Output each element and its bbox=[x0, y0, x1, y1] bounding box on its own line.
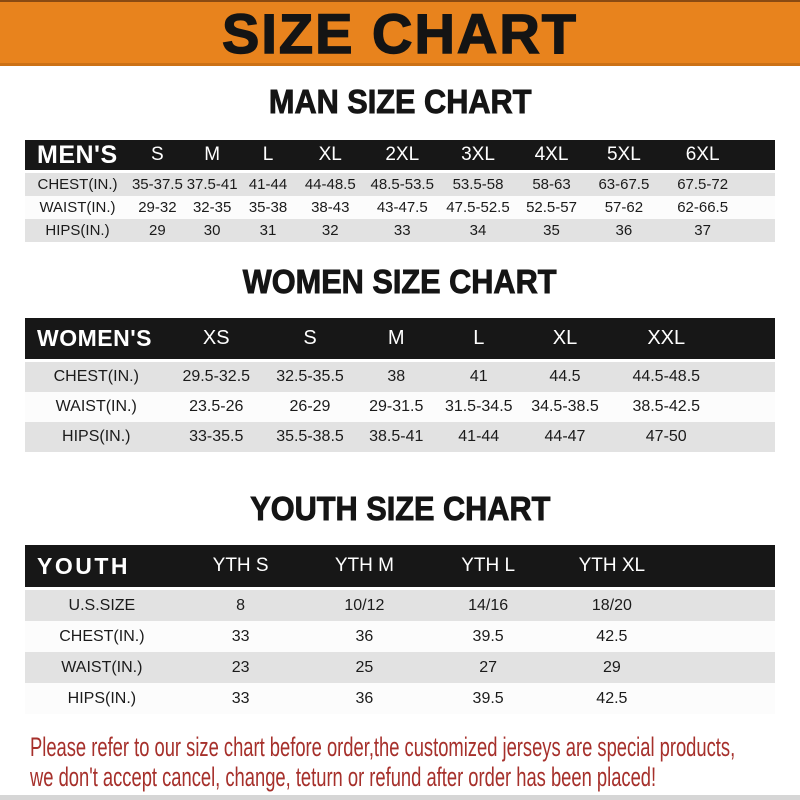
youth-size-table bbox=[25, 545, 775, 714]
size-value-cell: 31 bbox=[240, 219, 297, 242]
column-header: XS bbox=[168, 318, 266, 361]
row-label: CHEST(IN.) bbox=[25, 172, 130, 197]
column-header: 4XL bbox=[516, 140, 588, 172]
column-header: 6XL bbox=[660, 140, 745, 172]
column-header: 3XL bbox=[441, 140, 516, 172]
row-label: CHEST(IN.) bbox=[25, 621, 179, 652]
column-header: M bbox=[355, 318, 438, 361]
size-value-cell: 38 bbox=[355, 361, 438, 393]
size-value-cell: 67.5-72 bbox=[660, 172, 745, 197]
size-value-cell: 33 bbox=[364, 219, 441, 242]
table-corner-label: WOMEN'S bbox=[25, 318, 168, 361]
size-table-header-row bbox=[25, 140, 775, 172]
size-value-cell: 38.5-41 bbox=[355, 422, 438, 452]
column-header: S bbox=[130, 140, 185, 172]
size-value-cell: 23 bbox=[179, 652, 303, 683]
size-value-cell: 43-47.5 bbox=[364, 196, 441, 219]
size-table-header-row bbox=[25, 318, 775, 361]
size-value-cell: 34 bbox=[441, 219, 516, 242]
size-value-cell: 32 bbox=[297, 219, 365, 242]
size-value-cell: 37.5-41 bbox=[185, 172, 240, 197]
size-value-cell: 41-44 bbox=[240, 172, 297, 197]
row-label: HIPS(IN.) bbox=[25, 683, 179, 714]
table-row bbox=[25, 621, 775, 652]
size-value-cell: 26-29 bbox=[265, 392, 355, 422]
size-value-cell: 58-63 bbox=[516, 172, 588, 197]
row-label: WAIST(IN.) bbox=[25, 652, 179, 683]
size-value-cell: 41 bbox=[438, 361, 521, 393]
size-value-cell: 57-62 bbox=[588, 196, 661, 219]
spacer-cell bbox=[745, 219, 775, 242]
page-title: SIZE CHART bbox=[222, 2, 578, 65]
spacer-cell bbox=[723, 318, 776, 361]
women-size-table bbox=[25, 318, 775, 452]
column-header: 5XL bbox=[588, 140, 661, 172]
banner bbox=[0, 0, 800, 66]
size-value-cell: 31.5-34.5 bbox=[438, 392, 521, 422]
size-value-cell: 35-38 bbox=[240, 196, 297, 219]
size-value-cell: 35.5-38.5 bbox=[265, 422, 355, 452]
column-header: XXL bbox=[610, 318, 723, 361]
table-corner-label: YOUTH bbox=[25, 545, 179, 589]
column-header: L bbox=[240, 140, 297, 172]
table-row bbox=[25, 683, 775, 714]
size-value-cell: 41-44 bbox=[438, 422, 521, 452]
spacer-cell bbox=[723, 361, 776, 393]
size-value-cell: 42.5 bbox=[550, 683, 674, 714]
row-label: CHEST(IN.) bbox=[25, 361, 168, 393]
column-header: 2XL bbox=[364, 140, 441, 172]
size-value-cell: 29-31.5 bbox=[355, 392, 438, 422]
size-value-cell: 39.5 bbox=[426, 621, 550, 652]
size-value-cell: 18/20 bbox=[550, 589, 674, 622]
footer-line-1 bbox=[30, 732, 795, 762]
size-value-cell: 63-67.5 bbox=[588, 172, 661, 197]
size-value-cell: 38.5-42.5 bbox=[610, 392, 723, 422]
size-value-cell: 48.5-53.5 bbox=[364, 172, 441, 197]
table-row bbox=[25, 172, 775, 197]
man-section-title bbox=[0, 83, 800, 121]
bottom-strip bbox=[0, 795, 800, 800]
table-row bbox=[25, 422, 775, 452]
column-header: YTH M bbox=[303, 545, 427, 589]
spacer-cell bbox=[674, 652, 775, 683]
size-value-cell: 8 bbox=[179, 589, 303, 622]
row-label: WAIST(IN.) bbox=[25, 196, 130, 219]
column-header: XL bbox=[297, 140, 365, 172]
spacer-cell bbox=[745, 172, 775, 197]
size-value-cell: 36 bbox=[588, 219, 661, 242]
size-value-cell: 37 bbox=[660, 219, 745, 242]
man-section-title-text: MAN SIZE CHART bbox=[268, 83, 532, 120]
size-value-cell: 47-50 bbox=[610, 422, 723, 452]
spacer-cell bbox=[723, 422, 776, 452]
size-value-cell: 42.5 bbox=[550, 621, 674, 652]
size-value-cell: 33 bbox=[179, 621, 303, 652]
column-header: L bbox=[438, 318, 521, 361]
spacer-cell bbox=[723, 392, 776, 422]
size-value-cell: 35-37.5 bbox=[130, 172, 185, 197]
column-header: XL bbox=[520, 318, 610, 361]
table-row bbox=[25, 652, 775, 683]
youth-section-title-text: YOUTH SIZE CHART bbox=[249, 490, 551, 527]
spacer-cell bbox=[674, 545, 775, 589]
row-label: U.S.SIZE bbox=[25, 589, 179, 622]
women-section-title bbox=[0, 263, 800, 301]
size-value-cell: 34.5-38.5 bbox=[520, 392, 610, 422]
size-value-cell: 52.5-57 bbox=[516, 196, 588, 219]
size-value-cell: 62-66.5 bbox=[660, 196, 745, 219]
size-value-cell: 29 bbox=[550, 652, 674, 683]
footer-note bbox=[30, 732, 795, 792]
row-label: HIPS(IN.) bbox=[25, 219, 130, 242]
size-value-cell: 36 bbox=[303, 683, 427, 714]
size-value-cell: 29-32 bbox=[130, 196, 185, 219]
spacer-cell bbox=[674, 683, 775, 714]
column-header: M bbox=[185, 140, 240, 172]
table-row bbox=[25, 589, 775, 622]
size-value-cell: 25 bbox=[303, 652, 427, 683]
size-value-cell: 36 bbox=[303, 621, 427, 652]
column-header: S bbox=[265, 318, 355, 361]
footer-line-2-text: we don't accept cancel, change, teturn or refund after order has been placed! bbox=[30, 762, 657, 792]
spacer-cell bbox=[674, 589, 775, 622]
size-value-cell: 33-35.5 bbox=[168, 422, 266, 452]
size-value-cell: 32-35 bbox=[185, 196, 240, 219]
column-header: YTH XL bbox=[550, 545, 674, 589]
footer-line-2 bbox=[30, 762, 795, 792]
size-value-cell: 47.5-52.5 bbox=[441, 196, 516, 219]
spacer-cell bbox=[745, 140, 775, 172]
size-value-cell: 33 bbox=[179, 683, 303, 714]
size-value-cell: 35 bbox=[516, 219, 588, 242]
table-row bbox=[25, 361, 775, 393]
size-value-cell: 29 bbox=[130, 219, 185, 242]
column-header: YTH S bbox=[179, 545, 303, 589]
spacer-cell bbox=[745, 196, 775, 219]
size-value-cell: 44-48.5 bbox=[297, 172, 365, 197]
footer-line-1-text: Please refer to our size chart before order,the customized jerseys are special products, bbox=[30, 732, 736, 762]
table-row bbox=[25, 392, 775, 422]
size-value-cell: 14/16 bbox=[426, 589, 550, 622]
table-row bbox=[25, 196, 775, 219]
size-value-cell: 44-47 bbox=[520, 422, 610, 452]
size-value-cell: 44.5-48.5 bbox=[610, 361, 723, 393]
size-value-cell: 30 bbox=[185, 219, 240, 242]
table-row bbox=[25, 219, 775, 242]
youth-section-title bbox=[0, 490, 800, 528]
table-corner-label: MEN'S bbox=[25, 140, 130, 172]
size-table-header-row bbox=[25, 545, 775, 589]
size-value-cell: 44.5 bbox=[520, 361, 610, 393]
column-header: YTH L bbox=[426, 545, 550, 589]
size-value-cell: 23.5-26 bbox=[168, 392, 266, 422]
size-value-cell: 53.5-58 bbox=[441, 172, 516, 197]
women-section-title-text: WOMEN SIZE CHART bbox=[243, 263, 557, 300]
size-value-cell: 38-43 bbox=[297, 196, 365, 219]
size-value-cell: 10/12 bbox=[303, 589, 427, 622]
spacer-cell bbox=[674, 621, 775, 652]
men-size-table bbox=[25, 140, 775, 242]
row-label: WAIST(IN.) bbox=[25, 392, 168, 422]
size-value-cell: 39.5 bbox=[426, 683, 550, 714]
row-label: HIPS(IN.) bbox=[25, 422, 168, 452]
size-value-cell: 29.5-32.5 bbox=[168, 361, 266, 393]
size-value-cell: 32.5-35.5 bbox=[265, 361, 355, 393]
size-value-cell: 27 bbox=[426, 652, 550, 683]
